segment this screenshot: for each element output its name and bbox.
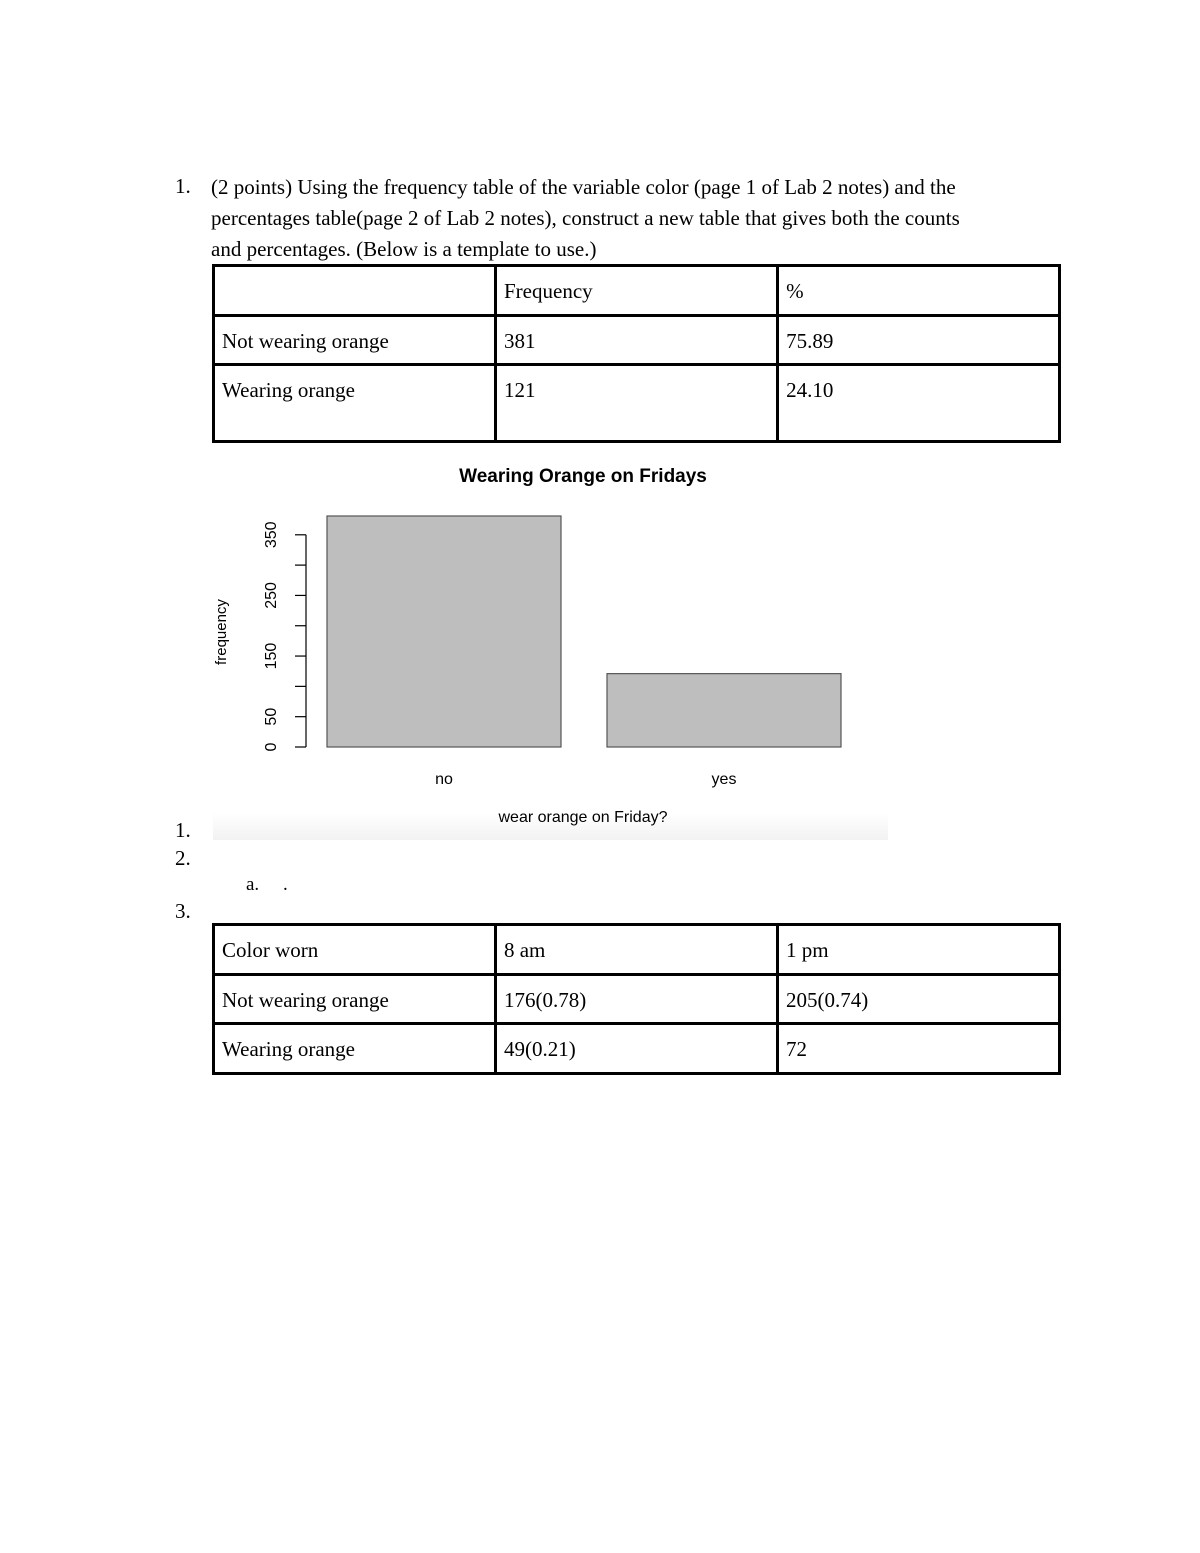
table-cell: Wearing orange xyxy=(214,1024,496,1074)
table-cell: 75.89 xyxy=(778,316,1060,365)
y-tick-label: 250 xyxy=(263,582,280,609)
y-tick-label: 150 xyxy=(263,642,280,670)
list-sub-a-text: . xyxy=(283,874,288,895)
x-axis-label: wear orange on Friday? xyxy=(498,809,668,826)
x-tick-label: yes xyxy=(711,771,737,788)
table-cell: 176(0.78) xyxy=(495,975,777,1024)
y-tick-label: 0 xyxy=(263,742,280,752)
chart-title: Wearing Orange on Fridays xyxy=(459,466,707,487)
y-tick-label: 350 xyxy=(263,521,280,549)
question-1-line-1: (2 points) Using the frequency table of the variable color (page 1 of Lab 2 notes) and the xyxy=(211,175,956,199)
table-header-row xyxy=(214,925,1060,975)
table-row xyxy=(214,975,1060,1024)
y-tick-label: 50 xyxy=(263,707,280,726)
table-cell: 49(0.21) xyxy=(495,1024,777,1074)
table-cell: 205(0.74) xyxy=(777,975,1059,1024)
table-cell: 381 xyxy=(496,316,778,365)
list-sub-a: a. xyxy=(246,874,260,895)
table-header-cell: Frequency xyxy=(496,266,778,316)
bars xyxy=(327,516,841,788)
table-cell: Not wearing orange xyxy=(214,316,496,365)
table-cell: Wearing orange xyxy=(214,365,496,442)
bar-yes xyxy=(607,674,841,747)
question-1-number: 1. xyxy=(175,174,191,198)
y-axis-label: frequency xyxy=(213,599,230,665)
table-cell: Not wearing orange xyxy=(214,975,496,1024)
table-cell: 121 xyxy=(496,365,778,442)
table-header-cell: % xyxy=(778,266,1060,316)
table-header-cell: 1 pm xyxy=(777,925,1059,975)
question-1-line-2: percentages table(page 2 of Lab 2 notes), construct a new table that gives both the counts xyxy=(211,206,960,230)
table-header-cell: Color worn xyxy=(214,925,496,975)
table-cell: 72 xyxy=(777,1024,1059,1074)
table-row xyxy=(214,1024,1060,1074)
bar-no xyxy=(327,516,561,747)
list-number-2: 2. xyxy=(175,846,191,870)
color-by-time-table xyxy=(212,923,1061,1075)
list-number-1: 1. xyxy=(175,818,191,842)
list-number-3: 3. xyxy=(175,899,191,923)
table-header-cell: 8 am xyxy=(495,925,777,975)
table-cell: 24.10 xyxy=(778,365,1060,442)
y-axis xyxy=(263,521,306,751)
x-tick-label: no xyxy=(435,771,453,788)
question-1-line-3: and percentages. (Below is a template to use.) xyxy=(211,237,597,261)
